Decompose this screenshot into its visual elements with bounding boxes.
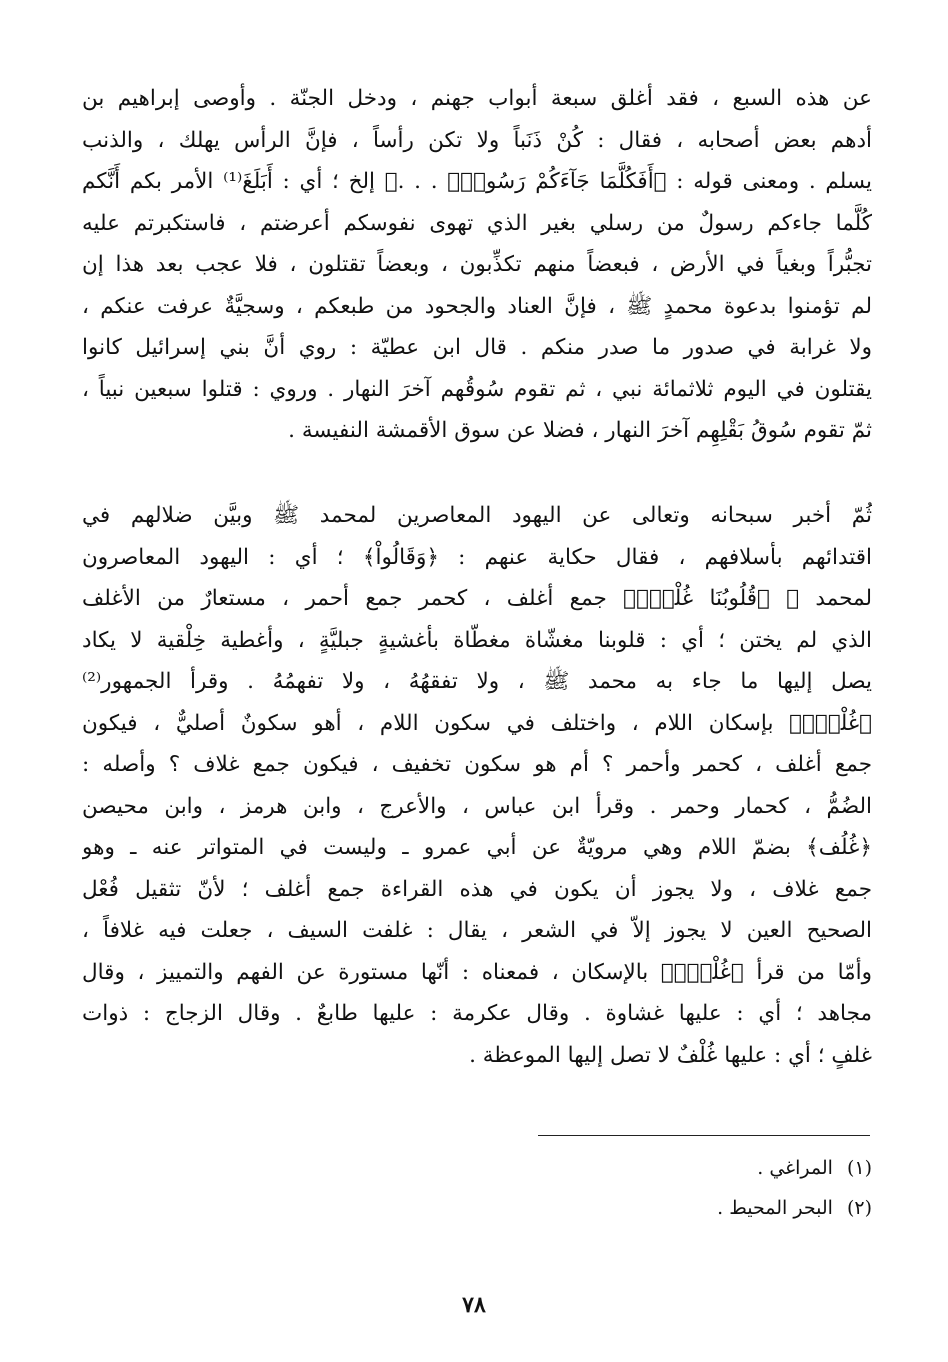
paragraph-1 [82, 78, 872, 452]
text-line: ثُمّ أخبر سبحانه وتعالى عن اليهود المعاصرين لمحمد ﷺ وبيَّن ضلالهم في [82, 503, 872, 528]
text-line: يصل إليها ما جاء به محمد ﷺ ، ولا تفقهُهُ ، ولا تفهمُهُ . وقرأ الجمهور⁽²⁾ [82, 669, 872, 694]
text-line: الذي لم يختن ؛ أي : قلوبنا مغشّاة مغطّاة بأغشيةٍ جبليَّةٍ ، وأغطية خِلْقية لا يكاد [82, 627, 872, 653]
footnote-2 [82, 1188, 872, 1228]
text-line: لمحمد ﷺ ﴿قُلُوبُنَا غُلْفٌۢ﴾ جمع أغلف ، كحمر جمع أحمر ، مستعارٌ من الأغلف [82, 586, 872, 611]
text-line: تجبُّراً وبغياً في الأرض ، فبعضاً منهم تكذِّبون ، وبعضاً تقتلون ، فلا عجب بعد هذا إن [82, 252, 872, 277]
page-number: ٧٨ [462, 1292, 486, 1318]
text-line: أدهم بعض أصحابه ، فقال : كُنْ ذَنَباً ولا تكن رأساً ، فإنَّ الرأس يهلك ، والذنب [82, 127, 872, 153]
text-line: الضُمُّ ، كحمار وحمر . وقرأ ابن عباس ، والأعرج ، وابن هرمز ، وابن محيصن [82, 793, 872, 819]
footnote-text: المراغي . [757, 1157, 833, 1179]
text-line: يسلم . ومعنى قوله : ﴿أَفَكُلَّمَا جَآءَكُمْ رَسُولُۢ . . .﴾ إلخ ؛ أي : أَبَلَغَ⁽¹⁾ الأمر بكم أَنَّكم [82, 169, 872, 194]
text-line: جمع أغلف ، كحمر وأحمر ؟ أم هو سكون تخفيف ، فيكون جمع غلاف ؟ وأصله : [82, 752, 872, 777]
footnote-text: البحر المحيط . [717, 1197, 833, 1219]
text-line: لم تؤمنوا بدعوة محمدٍ ﷺ ، فإنَّ العناد والجحود من طبعكم ، وسجيَّةٌ عرفت عنكم ، [82, 293, 872, 319]
paragraph-2 [82, 495, 872, 1076]
footnote-divider [538, 1135, 870, 1136]
footnotes [82, 1148, 872, 1228]
text-line: ﴿غُلْفٌۢ﴾ بإسكان اللام ، واختلف في سكون اللام ، أهو سكونٌ أصليٌّ ، فيكون [82, 710, 872, 736]
text-line: كُلَّما جاءكم رسولٌ من رسلي بغير الذي تهوى نفوسكم أعرضتم ، فاستكبرتم عليه [82, 210, 872, 236]
text-line: عن هذه السبع ، فقد أغلق سبعة أبواب جهنم ، ودخل الجنّة . وأوصى إبراهيم بن [82, 86, 872, 111]
text-line: يقتلون في اليوم ثلاثمائة نبي ، ثم تقوم سُوقُهم آخرَ النهار . وروي : قتلوا سبعين نبياً ، [82, 376, 872, 402]
text-line: وأمّا من قرأ ﴿غُلْفٌۢ﴾ بالإسكان ، فمعناه : أنّها مستورة عن الفهم والتمييز ، وقال [82, 959, 872, 985]
text-line: مجاهد ؛ أي : عليها غشاوة . وقال عكرمة : عليها طابعٌ . وقال الزجاج : ذوات [82, 1001, 872, 1026]
footnote-1 [82, 1148, 872, 1188]
text-line: جمع غلاف ، ولا يجوز أن يكون في هذه القراءة جمع أغلف ؛ لأنّ تثقيل فُعْل [82, 876, 872, 902]
text-line: ثمّ تقوم سُوقُ بَقْلِهِم آخرَ النهار ، فضلا عن سوق الأقمشة النفيسة . [288, 418, 872, 443]
text-line: ﴿غُلُف﴾ بضمّ اللام وهي مرويّةٌ عن أبي عمرو ـ وليست في المتواتر عنه ـ وهو [82, 835, 872, 860]
text-line: اقتدائهم بأسلافهم ، فقال حكاية عنهم : ﴿وَقَالُواْ﴾ ؛ أي : اليهود المعاصرون [82, 544, 872, 570]
text-line: غلفٍ ؛ أي : عليها غُلْفٌ لا تصل إليها الموعظة . [469, 1042, 872, 1068]
footnote-number: (١) [846, 1157, 872, 1179]
text-line: ولا غرابة في صدور ما صدر منكم . قال ابن عطيّة : روي أنَّ بني إسرائيل كانوا [82, 335, 872, 360]
footnote-number: (٢) [846, 1197, 872, 1219]
text-line: الصحيح العين لا يجوز إلاّ في الشعر ، يقال : غلفت السيف ، جعلت فيه غلافاً ، [82, 918, 872, 943]
